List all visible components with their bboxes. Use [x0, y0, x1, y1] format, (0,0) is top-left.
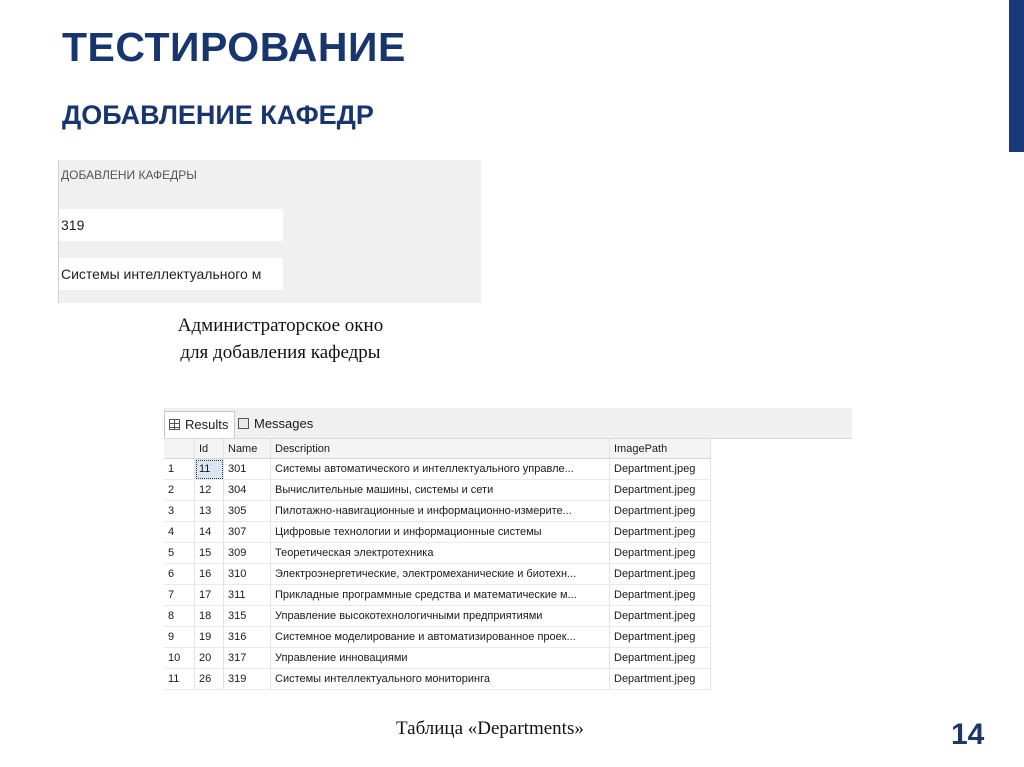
table-row[interactable] — [164, 585, 711, 606]
imagepath-cell[interactable]: Department.jpeg — [610, 459, 711, 480]
table-row[interactable] — [164, 648, 711, 669]
id-cell[interactable]: 19 — [195, 627, 224, 648]
table-body — [164, 459, 711, 690]
messages-icon — [238, 418, 249, 429]
row-number-cell[interactable]: 10 — [164, 648, 195, 669]
column-header-id[interactable]: Id — [195, 439, 224, 459]
table-row[interactable] — [164, 606, 711, 627]
imagepath-cell[interactable]: Department.jpeg — [610, 627, 711, 648]
form-caption-line1: Администраторское окно — [177, 315, 384, 336]
row-number-cell[interactable]: 8 — [164, 606, 195, 627]
description-cell[interactable]: Пилотажно-навигационные и информационно-измерите... — [271, 501, 610, 522]
id-cell[interactable]: 16 — [195, 564, 224, 585]
imagepath-cell[interactable]: Department.jpeg — [610, 543, 711, 564]
form-caption-line2: для добавления кафедры — [180, 342, 381, 363]
table-row[interactable] — [164, 543, 711, 564]
name-cell[interactable]: 315 — [224, 606, 271, 627]
row-number-cell[interactable]: 7 — [164, 585, 195, 606]
results-tabs — [164, 408, 852, 439]
description-cell[interactable]: Системы автоматического и интеллектуального управле... — [271, 459, 610, 480]
description-cell[interactable]: Вычислительные машины, системы и сети — [271, 480, 610, 501]
column-header-name[interactable]: Name — [224, 439, 271, 459]
row-number-cell[interactable]: 6 — [164, 564, 195, 585]
table-row[interactable] — [164, 459, 711, 480]
name-cell[interactable]: 301 — [224, 459, 271, 480]
table-row[interactable] — [164, 501, 711, 522]
name-cell[interactable]: 309 — [224, 543, 271, 564]
name-cell[interactable]: 307 — [224, 522, 271, 543]
row-number-cell[interactable]: 4 — [164, 522, 195, 543]
name-cell[interactable]: 305 — [224, 501, 271, 522]
imagepath-cell[interactable]: Department.jpeg — [610, 669, 711, 690]
description-cell[interactable]: Управление инновациями — [271, 648, 610, 669]
id-cell[interactable]: 11 — [195, 459, 224, 480]
row-number-cell[interactable]: 9 — [164, 627, 195, 648]
name-cell[interactable]: 311 — [224, 585, 271, 606]
description-cell[interactable]: Системы интеллектуального мониторинга — [271, 669, 610, 690]
row-number-cell[interactable]: 2 — [164, 480, 195, 501]
page-number: 14 — [951, 718, 985, 751]
id-cell[interactable]: 18 — [195, 606, 224, 627]
description-cell[interactable]: Цифровые технологии и информационные системы — [271, 522, 610, 543]
row-number-cell[interactable]: 3 — [164, 501, 195, 522]
tab-results-label: Results — [185, 417, 229, 432]
description-cell[interactable]: Теоретическая электротехника — [271, 543, 610, 564]
tab-messages-label: Messages — [254, 416, 314, 431]
table-row[interactable] — [164, 564, 711, 585]
results-panel — [164, 408, 852, 685]
table-header-row — [164, 439, 711, 459]
table-row[interactable] — [164, 522, 711, 543]
imagepath-cell[interactable]: Department.jpeg — [610, 480, 711, 501]
tab-messages[interactable] — [234, 411, 319, 437]
id-cell[interactable]: 15 — [195, 543, 224, 564]
description-cell[interactable]: Управление высокотехнологичными предприятиями — [271, 606, 610, 627]
table-caption: Таблица «Departments» — [396, 718, 584, 739]
row-number-cell[interactable]: 1 — [164, 459, 195, 480]
id-cell[interactable]: 14 — [195, 522, 224, 543]
grid-icon — [169, 419, 180, 430]
table-row[interactable] — [164, 480, 711, 501]
id-cell[interactable]: 26 — [195, 669, 224, 690]
results-table — [164, 439, 711, 690]
name-cell[interactable]: 310 — [224, 564, 271, 585]
id-cell[interactable]: 13 — [195, 501, 224, 522]
imagepath-cell[interactable]: Department.jpeg — [610, 606, 711, 627]
form-heading: ДОБАВЛЕНИ КАФЕДРЫ — [61, 168, 197, 182]
imagepath-cell[interactable]: Department.jpeg — [610, 501, 711, 522]
column-header-imagepath[interactable]: ImagePath — [610, 439, 711, 459]
imagepath-cell[interactable]: Department.jpeg — [610, 648, 711, 669]
name-cell[interactable]: 304 — [224, 480, 271, 501]
department-name-field[interactable]: Системы интеллектуального м — [59, 258, 283, 290]
row-number-header[interactable] — [164, 439, 195, 459]
page-title: ТЕСТИРОВАНИЕ — [62, 24, 406, 70]
description-cell[interactable]: Электроэнергетические, электромеханические и биотехн... — [271, 564, 610, 585]
id-cell[interactable]: 12 — [195, 480, 224, 501]
tab-results[interactable] — [164, 411, 235, 438]
imagepath-cell[interactable]: Department.jpeg — [610, 564, 711, 585]
description-cell[interactable]: Прикладные программные средства и математические м... — [271, 585, 610, 606]
accent-bar — [1009, 0, 1024, 152]
description-cell[interactable]: Системное моделирование и автоматизированное проек... — [271, 627, 610, 648]
id-cell[interactable]: 20 — [195, 648, 224, 669]
imagepath-cell[interactable]: Department.jpeg — [610, 522, 711, 543]
form-caption — [158, 312, 403, 366]
page-subtitle: ДОБАВЛЕНИЕ КАФЕДР — [62, 100, 374, 130]
imagepath-cell[interactable]: Department.jpeg — [610, 585, 711, 606]
table-row[interactable] — [164, 669, 711, 690]
name-cell[interactable]: 316 — [224, 627, 271, 648]
table-row[interactable] — [164, 627, 711, 648]
department-number-field[interactable]: 319 — [59, 209, 283, 241]
row-number-cell[interactable]: 11 — [164, 669, 195, 690]
name-cell[interactable]: 319 — [224, 669, 271, 690]
id-cell[interactable]: 17 — [195, 585, 224, 606]
row-number-cell[interactable]: 5 — [164, 543, 195, 564]
admin-form-screenshot — [58, 160, 481, 303]
column-header-description[interactable]: Description — [271, 439, 610, 459]
name-cell[interactable]: 317 — [224, 648, 271, 669]
